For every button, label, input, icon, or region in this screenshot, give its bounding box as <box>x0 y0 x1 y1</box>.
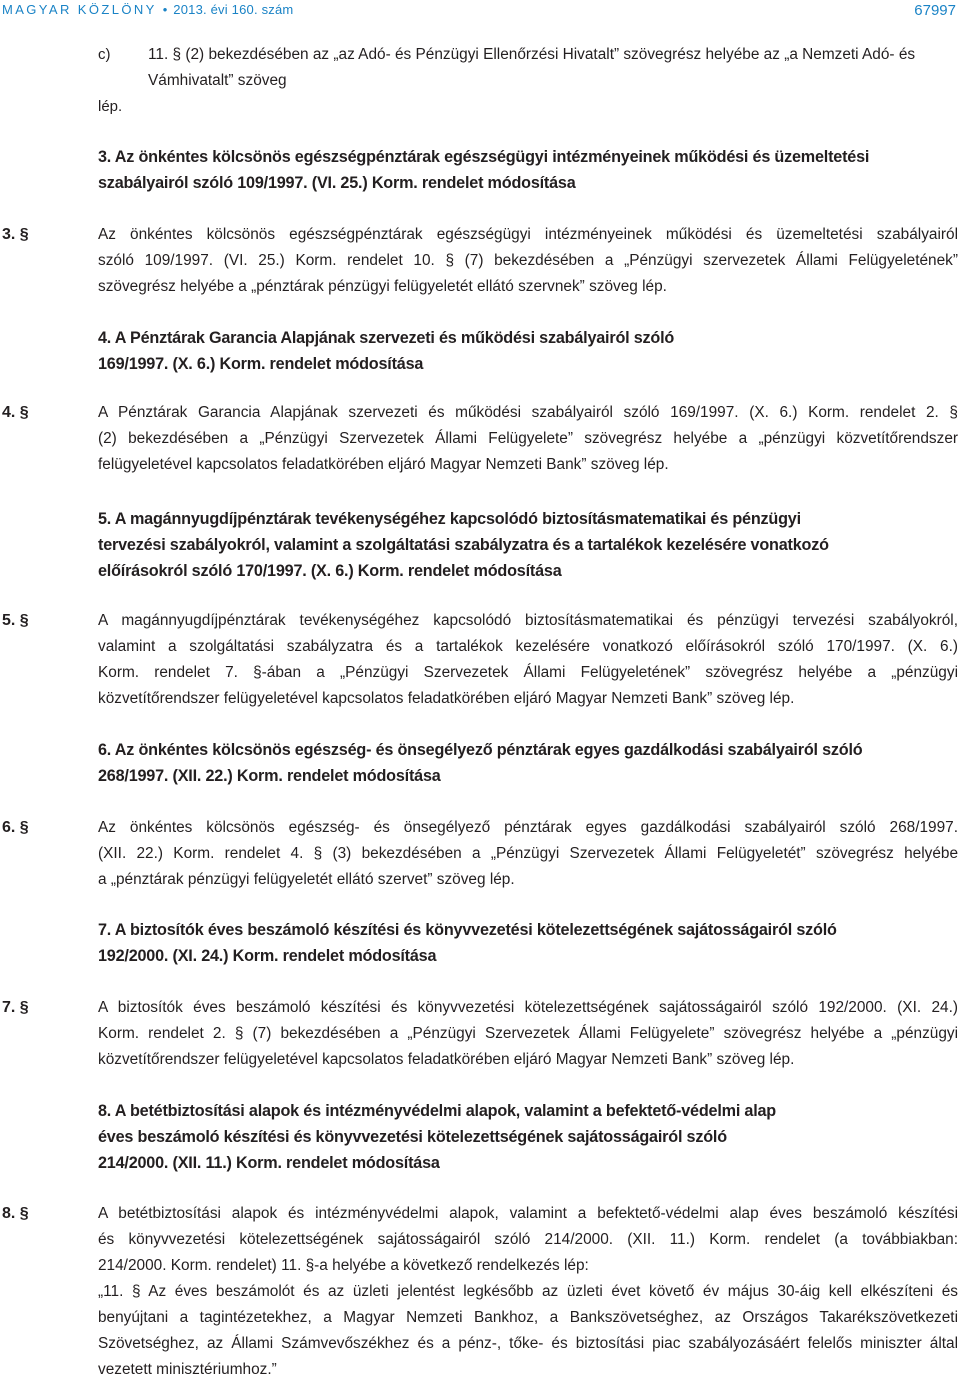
header-journal-info <box>2 2 293 17</box>
quoted-line: benyújtani a tagintézetekhez, a Magyar Nemzeti Bankhoz, a Bankszövetséghez, az Országos Takarékszövetkezeti <box>98 1309 958 1326</box>
bullet-separator: • <box>162 2 168 17</box>
item-c-line: 11. § (2) bekezdésében az „az Adó- és Pénzügyi Ellenőrzési Hivatalt” szövegrész helyébe az „a Nemzeti Adó- és <box>148 46 916 63</box>
paragraph-number-5: 5. § <box>2 612 29 629</box>
page-header <box>0 0 960 20</box>
paragraph-line: A Pénztárak Garancia Alapjának szervezeti és működési szabályairól szóló 169/1997. (X. 6.) Korm. rendelet 2. § <box>98 404 958 421</box>
heading-line: 3. Az önkéntes kölcsönös egészségpénztárak egészségügyi intézményeinek működési és üzemeltetési <box>98 148 870 166</box>
heading-line: 4. A Pénztárak Garancia Alapjának szervezeti és működési szabályairól szóló <box>98 329 675 347</box>
heading-line: szabályairól szóló 109/1997. (VI. 25.) Korm. rendelet módosítása <box>98 174 576 192</box>
paragraph-line: Az önkéntes kölcsönös egészség- és önsegélyező pénztárak egyes gazdálkodási szabályairól szóló 268/1997. <box>98 819 958 836</box>
paragraph-line: Korm. rendelet 2. § (7) bekezdésében a „Pénzügyi Szervezetek Állami Felügyelete” szövegrész helyébe a „pénzügyi <box>98 1025 958 1042</box>
page-number: 67997 <box>914 2 956 19</box>
item-c-label: c) <box>98 46 111 63</box>
section-heading-8 <box>98 1098 776 1176</box>
paragraph-text-5 <box>98 608 958 712</box>
heading-line: 6. Az önkéntes kölcsönös egészség- és önsegélyező pénztárak egyes gazdálkodási szabályairól szóló <box>98 741 863 759</box>
heading-line: 7. A biztosítók éves beszámoló készítési és könyvvezetési kötelezettségének sajátosságairól szóló <box>98 921 837 939</box>
paragraph-line: (2) bekezdésében a „Pénzügyi Szervezetek Állami Felügyelete” szövegrész helyébe a „pénzügyi közvetítőrendszer <box>98 430 958 447</box>
journal-title: MAGYAR KÖZLÖNY <box>2 2 157 17</box>
paragraph-line: szóló 109/1997. (VI. 25.) Korm. rendelet 10. § (7) bekezdésében a „Pénzügyi szervezetek Állami Felügyeletének” <box>98 252 958 269</box>
quoted-line: Szövetséghez, az Állami Számvevőszékhez és a pénz-, tőke- és biztosítási piac szabályozásáért felelős miniszter által <box>98 1335 958 1352</box>
paragraph-number-6: 6. § <box>2 819 29 836</box>
section-heading-3 <box>98 144 869 196</box>
paragraph-number-7: 7. § <box>2 999 29 1016</box>
section-heading-5 <box>98 506 829 584</box>
issue-label: 2013. évi 160. szám <box>173 2 294 17</box>
item-c-text <box>148 42 956 94</box>
paragraph-text-7 <box>98 995 958 1073</box>
paragraph-line: felügyeletével kapcsolatos feladatkörében eljáró Magyar Nemzeti Bank” szöveg lép. <box>98 456 669 473</box>
paragraph-text-8 <box>98 1201 958 1383</box>
item-c-tail: lép. <box>98 98 123 115</box>
paragraph-text-4 <box>98 400 958 478</box>
paragraph-number-3: 3. § <box>2 226 29 243</box>
section-heading-7 <box>98 917 837 969</box>
paragraph-line: Az önkéntes kölcsönös egészségpénztárak egészségügyi intézményeinek működési és üzemeltetési szabályairól <box>98 226 958 243</box>
paragraph-line: közvetítőrendszer felügyeletével kapcsolatos feladatkörében eljáró Magyar Nemzeti Bank” szöveg lép. <box>98 690 795 707</box>
paragraph-number-8: 8. § <box>2 1205 29 1222</box>
paragraph-line: A betétbiztosítási alapok és intézményvédelmi alapok, valamint a befektető-védelmi alap éves beszámoló készítési <box>98 1205 958 1222</box>
paragraph-number-4: 4. § <box>2 404 29 421</box>
paragraph-text-3 <box>98 222 958 300</box>
heading-line: 268/1997. (XII. 22.) Korm. rendelet módosítása <box>98 767 441 785</box>
paragraph-line: (XII. 22.) Korm. rendelet 4. § (3) bekezdésében a „Pénzügyi Szervezetek Állami Felügyeletét” szövegrész helyébe <box>98 845 958 862</box>
paragraph-line: szövegrész helyébe a „pénztárak pénzügyi felügyeletét ellátó szervnek” szöveg lép. <box>98 278 667 295</box>
paragraph-line: A magánnyugdíjpénztárak tevékenységéhez kapcsolódó biztosításmatematikai és pénzügyi tervezési szabályokról, <box>98 612 958 629</box>
heading-line: 5. A magánnyugdíjpénztárak tevékenységéhez kapcsolódó biztosításmatematikai és pénzügyi <box>98 510 801 528</box>
paragraph-text-6 <box>98 815 958 893</box>
heading-line: tervezési szabályokról, valamint a szolgáltatási szabályzatra és a tartalékok kezelésére vonatkozó <box>98 536 829 554</box>
quoted-line: vezetett minisztériumhoz.” <box>98 1361 277 1378</box>
section-heading-6 <box>98 737 862 789</box>
heading-line: éves beszámoló készítési és könyvvezetési kötelezettségének sajátosságairól szóló <box>98 1128 727 1146</box>
quoted-line: „11. § Az éves beszámolót és az üzleti jelentést legkésőbb az üzleti évet követő év május 30-áig kell elkészíteni és <box>98 1283 958 1300</box>
paragraph-line: valamint a szolgáltatási szabályzatra és a tartalékok kezelésére vonatkozó előírásokról szóló 170/1997. (X. 6.) <box>98 638 958 655</box>
heading-line: 192/2000. (XI. 24.) Korm. rendelet módosítása <box>98 947 437 965</box>
paragraph-line: Korm. rendelet 7. §-ában a „Pénzügyi Szervezetek Állami Felügyeletének” szövegrész helyébe a „pénzügyi <box>98 664 958 681</box>
paragraph-line: a „pénztárak pénzügyi felügyeletét ellátó szervet” szöveg lép. <box>98 871 515 888</box>
heading-line: 214/2000. (XII. 11.) Korm. rendelet módosítása <box>98 1154 440 1172</box>
heading-line: 8. A betétbiztosítási alapok és intézményvédelmi alapok, valamint a befektető-védelmi alap <box>98 1102 776 1120</box>
paragraph-line: 214/2000. Korm. rendelet) 11. §-a helyébe a következő rendelkezés lép: <box>98 1257 589 1274</box>
paragraph-line: A biztosítók éves beszámoló készítési és könyvvezetési kötelezettségének sajátosságairól szóló 192/2000. (XI. 24.) <box>98 999 958 1016</box>
section-heading-4 <box>98 325 674 377</box>
item-c-line: Vámhivatalt” szöveg <box>148 72 287 89</box>
heading-line: előírásokról szóló 170/1997. (X. 6.) Korm. rendelet módosítása <box>98 562 562 580</box>
heading-line: 169/1997. (X. 6.) Korm. rendelet módosítása <box>98 355 424 373</box>
paragraph-line: közvetítőrendszer felügyeletével kapcsolatos feladatkörében eljáró Magyar Nemzeti Bank” szöveg lép. <box>98 1051 795 1068</box>
paragraph-line: és könyvvezetési kötelezettségének sajátosságairól szóló 214/2000. (XII. 11.) Korm. rendelet (a továbbiakban: <box>98 1231 958 1248</box>
